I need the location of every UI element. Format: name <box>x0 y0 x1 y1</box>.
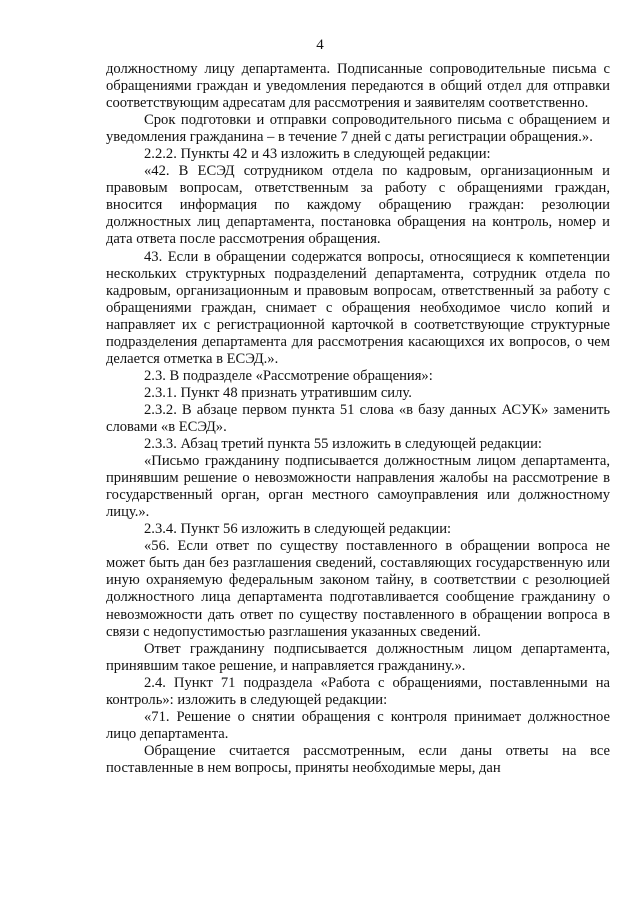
paragraph-2-4: 2.4. Пункт 71 подраздела «Работа с обращениями, поставленными на контроль»: изложить в следующей редакции: <box>106 674 610 708</box>
paragraph-2-3-3: 2.3.3. Абзац третий пункта 55 изложить в следующей редакции: <box>144 436 542 453</box>
paragraph-2-3-2: 2.3.2. В абзаце первом пункта 51 слова «в базу данных АСУК» заменить словами «в ЕСЭД». <box>106 401 610 435</box>
paragraph-considered: Обращение считается рассмотренным, если даны ответы на все поставленные в нем вопросы, приняты необходимые меры, дан <box>106 742 610 776</box>
paragraph-letter-to-citizen: «Письмо гражданину подписывается должностным лицом департамента, принявшим решение о невозможности направления жалобы на рассмотрение в государственный орган, орган местного самоуправления или должностному лицу.». <box>106 453 610 521</box>
paragraph-2-3-1: 2.3.1. Пункт 48 признать утратившим силу. <box>144 384 412 401</box>
paragraph-point-42: «42. В ЕСЭД сотрудником отдела по кадровым, организационным и правовым вопросам, ответственным за работу с обращениями граждан, вносится информация по каждому обращению граждан: резолюции должностных лиц департамента, постановка обращения на контроль, номер и дата ответа после рассмотрения обращения. <box>106 163 610 248</box>
paragraph-point-43: 43. Если в обращении содержатся вопросы, относящиеся к компетенции нескольких структурных подразделений департамента, сотрудник отдела по кадровым, организационным и правовым вопросам, ответственный за работу с обращениями граждан, снимает с обращения необходимое число копий и направляет их с регистрационной карточкой в соответствующие структурные подразделения департамента для рассмотрения касающихся их вопросов, о чем делается отметка в ЕСЭД.». <box>106 248 610 367</box>
paragraph-deadline: Срок подготовки и отправки сопроводительного письма с обращением и уведомления гражданина – в течение 7 дней с даты регистрации обращения.». <box>106 112 610 146</box>
paragraph-2-3: 2.3. В подразделе «Рассмотрение обращения»: <box>144 367 433 384</box>
paragraph-continuation: должностному лицу департамента. Подписанные сопроводительные письма с обращениями граждан и уведомления передаются в общий отдел для отправки соответствующим адресатам для рассмотрения и заявителям соответственно. <box>106 61 610 112</box>
paragraph-2-3-4: 2.3.4. Пункт 56 изложить в следующей редакции: <box>144 521 452 538</box>
paragraph-2-2-2: 2.2.2. Пункты 42 и 43 изложить в следующей редакции: <box>144 146 491 163</box>
paragraph-answer-signed: Ответ гражданину подписывается должностным лицом департамента, принявшим такое решение, и направляется гражданину.». <box>106 640 610 674</box>
document-body <box>106 61 610 777</box>
paragraph-point-71: «71. Решение о снятии обращения с контроля принимает должностное лицо департамента. <box>106 708 610 742</box>
paragraph-point-56: «56. Если ответ по существу поставленного в обращении вопроса не может быть дан без разглашения сведений, составляющих государственную или иную охраняемую федеральным законом тайну, в соответствии с резолюцией должностного лица департамента подготавливается сообщение гражданину о невозможности дать ответ по существу поставленного в обращении вопроса в связи с недопустимостью разглашения указанных сведений. <box>106 538 610 640</box>
page-number: 4 <box>316 37 324 53</box>
